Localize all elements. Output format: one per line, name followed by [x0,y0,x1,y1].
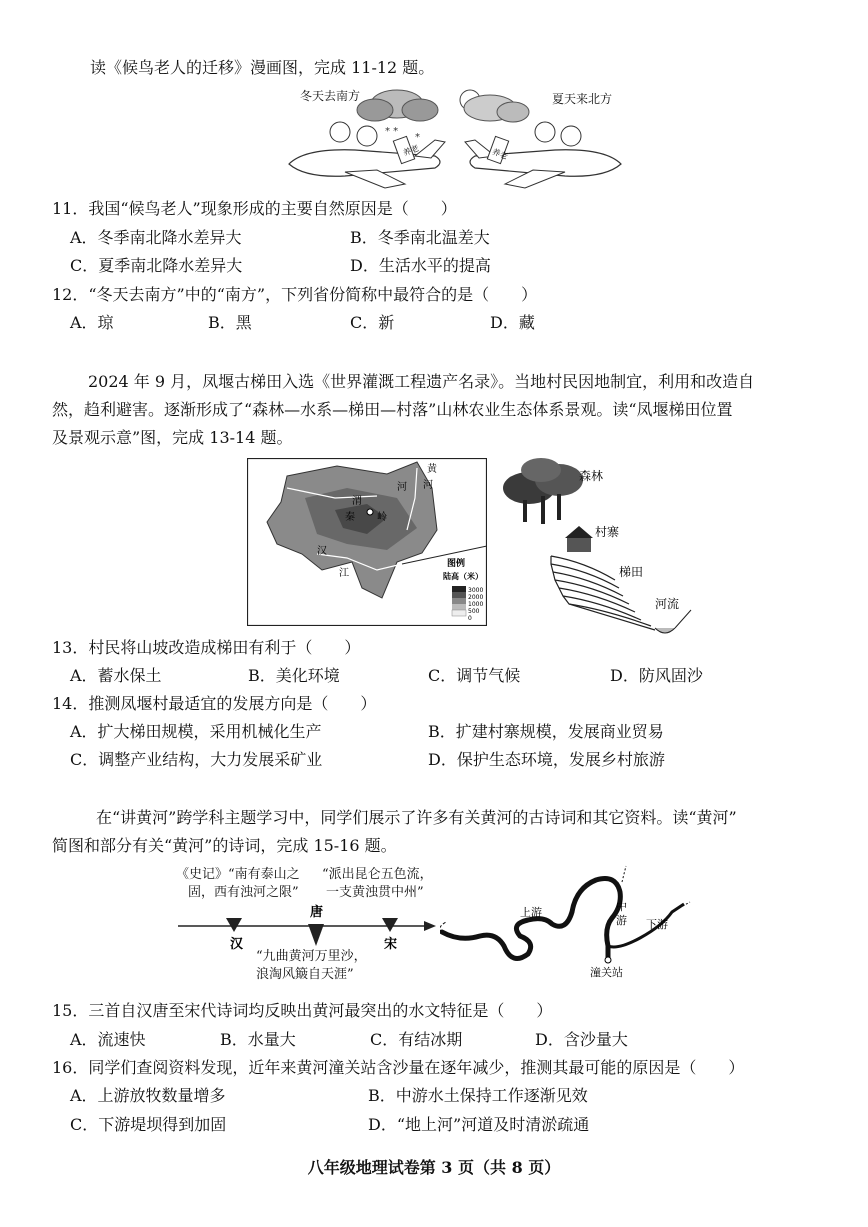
timeline-arrow-icon [424,921,436,931]
intro-13-14-line3: 及景观示意”图，完成 13-14 题。 [52,428,293,447]
label-han-dynasty: 汉 [230,937,244,952]
song-marker [382,918,398,932]
label-he1: 河 [423,480,433,491]
page-footer: 八年级地理试卷第 3 页（共 8 页） [307,1158,561,1177]
q12-option-b[interactable]: B．黑 [208,313,252,332]
poem-jiuqu-line1: “九曲黄河万里沙， [256,949,367,964]
poem-shiji-line2: 固，西有浊河之限” [188,885,299,900]
sign-left: 养老 [401,143,421,158]
svg-text:* *: * * [385,126,399,137]
intro-15-16-line2: 简图和部分有关“黄河”的诗词，完成 15-16 题。 [52,836,397,855]
sign-right: 养老 [490,147,510,162]
q11-stem: 11．我国“候鸟老人”现象形成的主要自然原因是（ ） [52,199,457,218]
q12-stem: 12．“冬天去南方”中的“南方”，下列省份简称中最符合的是（ ） [52,285,538,304]
poem-kunlun-line1: “派出昆仑五色流， [322,867,433,882]
q16-stem: 16．同学们查阅资料发现，近年来黄河潼关站含沙量在逐年减少，推测其最可能的原因是（ ） [52,1058,745,1077]
q11-option-a[interactable]: A．冬季南北降水差异大 [70,228,242,247]
q12-option-c[interactable]: C．新 [350,313,395,332]
label-middle-reach-1: 中 [616,900,627,913]
intro-13-14-line2: 然，趋利避害。逐渐形成了“森林—水系—梯田—村落”山林农业生态体系景观。读“凤堰梯田位置 [52,400,733,419]
village-icon [565,526,593,552]
airplane-left [289,122,445,188]
label-village: 村寨 [595,525,620,539]
q11-option-b[interactable]: B．冬季南北温差大 [350,228,490,247]
intro-13-14-line1: 2024 年 9 月，凤堰古梯田入选《世界灌溉工程遗产名录》。当地村民因地制宜，利用和改造自 [88,372,755,391]
q16-option-b[interactable]: B．中游水土保持工作逐渐见效 [368,1086,588,1105]
label-he2: 河 [397,482,407,493]
q14-option-b[interactable]: B．扩建村寨规模，发展商业贸易 [428,722,664,741]
q13-option-a[interactable]: A．蓄水保土 [70,666,162,685]
comic-right-label: 夏天来北方 [552,92,613,106]
svg-text:*: * [415,132,420,143]
label-upper-reach: 上游 [520,906,542,919]
q15-stem: 15．三首自汉唐至宋代诗词均反映出黄河最突出的水文特征是（ ） [52,1001,553,1020]
legend-sub: 陆高（米） [443,572,483,581]
q16-option-a[interactable]: A．上游放牧数量增多 [70,1086,226,1105]
intro-11-12: 读《候鸟老人的迁移》漫画图，完成 11-12 题。 [90,58,435,77]
terrace-landscape-diagram [495,452,705,638]
han-marker [226,918,242,932]
label-terrace: 梯田 [619,565,644,579]
tongguan-station-marker [605,957,611,963]
q14-stem: 14．推测凤堰村最适宜的发展方向是（ ） [52,694,377,713]
yellow-river-sketch [440,862,700,982]
label-middle-reach-2: 游 [616,914,627,927]
river-icon [655,610,691,633]
legend-3000: 3000 [468,587,484,594]
tang-marker [308,924,324,946]
q13-option-b[interactable]: B．美化环境 [248,666,340,685]
q13-option-d[interactable]: D．防风固沙 [610,666,703,685]
poem-jiuqu-line2: 浪淘风簸自天涯” [256,967,354,982]
intro-15-16-line1: 在“讲黄河”跨学科主题学习中，同学们展示了许多有关黄河的古诗词和其它资料。读“黄河” [96,808,737,827]
forest-icon [503,458,583,524]
q16-option-d[interactable]: D．“地上河”河道及时清淤疏通 [368,1115,590,1134]
q13-stem: 13．村民将山坡改造成梯田有利于（ ） [52,638,361,657]
q13-option-c[interactable]: C．调节气候 [428,666,521,685]
label-river: 河流 [655,597,680,611]
fengyan-location-map [247,458,487,626]
q11-option-c[interactable]: C．夏季南北降水差异大 [70,256,243,275]
q12-option-a[interactable]: A．琼 [70,313,114,332]
label-qin: 秦 [345,512,355,523]
label-han: 汉 [317,546,327,557]
label-tang-dynasty: 唐 [310,905,324,920]
q15-option-b[interactable]: B．水量大 [220,1030,296,1049]
label-song-dynasty: 宋 [384,937,398,952]
label-lower-reach: 下游 [646,918,668,931]
airplane-right [465,122,621,188]
q14-option-d[interactable]: D．保护生态环境，发展乡村旅游 [428,750,665,769]
q14-option-c[interactable]: C．调整产业结构，大力发展采矿业 [70,750,323,769]
label-tongguan-station: 潼关站 [590,966,623,979]
legend-2000: 2000 [468,594,484,601]
comic-left-label: 冬天去南方 [300,89,361,103]
label-ling: 岭 [377,512,387,523]
q15-option-a[interactable]: A．流速快 [70,1030,146,1049]
label-huang: 黄 [427,464,437,475]
label-wei: 渭 [352,496,362,507]
q14-option-a[interactable]: A．扩大梯田规模，采用机械化生产 [70,722,322,741]
q16-option-c[interactable]: C．下游堤坝得到加固 [70,1115,227,1134]
q15-option-c[interactable]: C．有结冰期 [370,1030,463,1049]
legend-1000: 1000 [468,601,484,608]
legend-0: 0 [468,615,472,622]
label-forest: 森林 [579,469,604,483]
poem-kunlun-line2: 一支黄浊贯中州” [326,885,424,900]
sun-cloud-icon [460,90,529,122]
label-jiang: 江 [339,568,349,579]
q12-option-d[interactable]: D．藏 [490,313,535,332]
map-legend [452,586,466,616]
legend-500: 500 [468,608,480,615]
legend-title: 图例 [447,559,466,569]
q11-option-d[interactable]: D．生活水平的提高 [350,256,491,275]
poem-shiji-line1: 《史记》“南有泰山之 [176,867,300,882]
q15-option-d[interactable]: D．含沙量大 [535,1030,628,1049]
